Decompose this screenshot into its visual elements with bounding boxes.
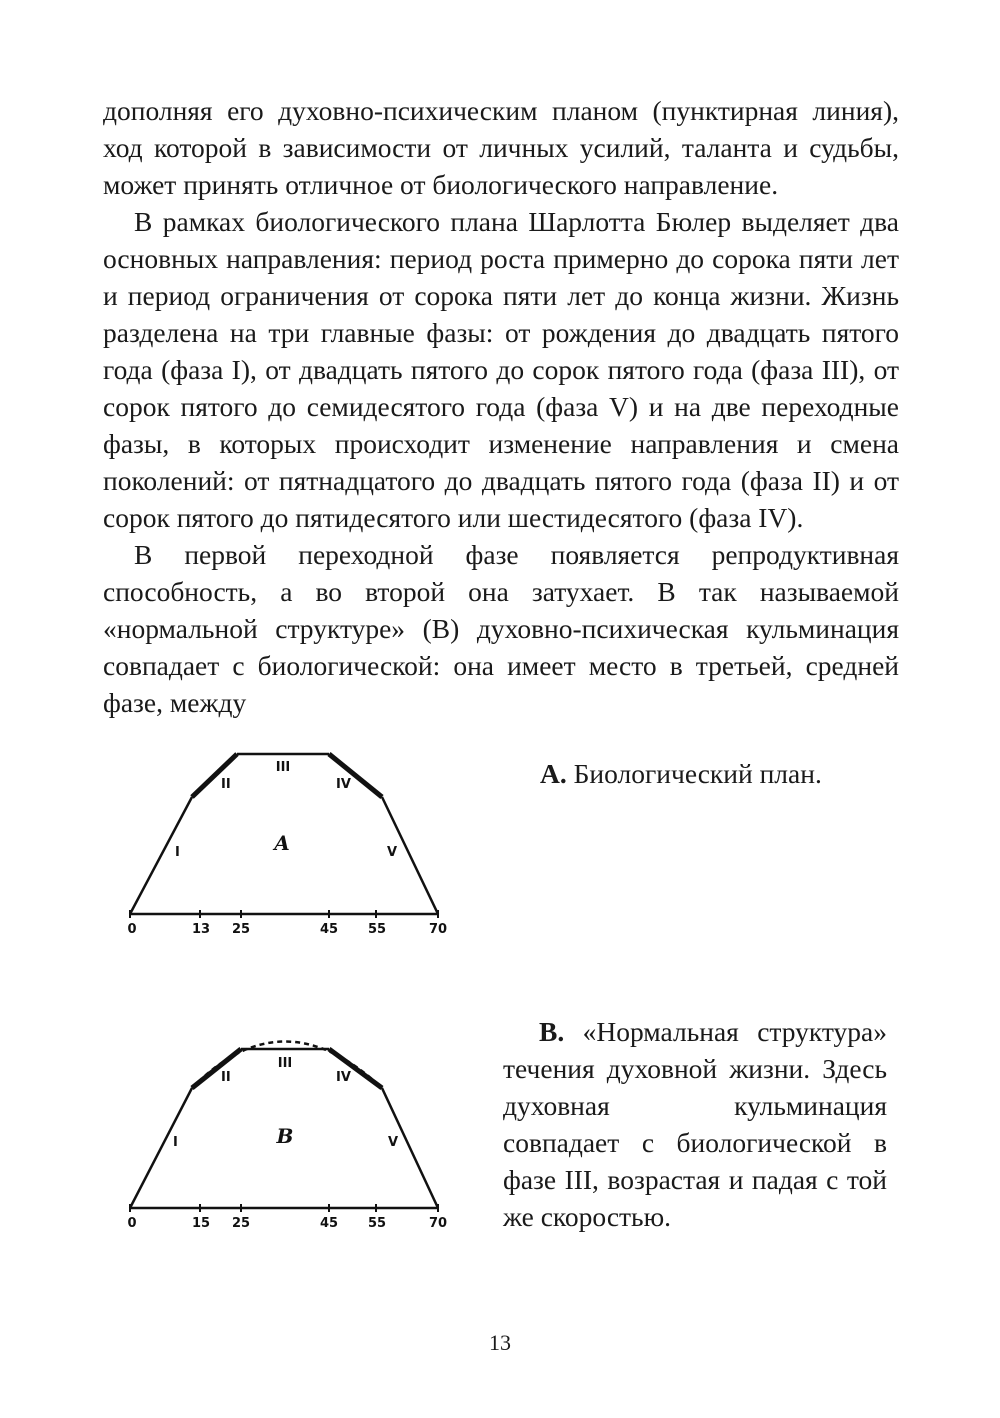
tick-label: 0: [127, 1216, 137, 1231]
phase-label-i: I: [173, 1135, 178, 1150]
tick-label: 13: [191, 922, 211, 937]
phase-i-line: [130, 797, 192, 914]
caption-b: [503, 1013, 887, 1235]
tick-label: 55: [367, 1216, 387, 1231]
caption-a: [540, 755, 900, 792]
figure-letter: A: [274, 831, 290, 855]
tick-label: 25: [231, 922, 251, 937]
paragraph-1: дополняя его духовно-психическим планом (пунктирная линия), ход которой в зависимости от личных усилий, таланта и судьбы, может принять отличное от биологического направление.: [103, 95, 899, 200]
caption-b-text: «Нормальная структура» течения духовной жизни. Здесь духовная кульминация совпадает с биологической в фазе III, возрастая и падая с той же скоростью.: [503, 1016, 887, 1232]
paragraph-2: В рамках биологического плана Шарлотта Бюлер выделяет два основных направления: период роста примерно до сорока пяти лет и период ограничения от сорока пяти лет до конца жизни. Жизнь разделена на три главные фазы: от рождения до двадцать пятого года (фаза I), от двадцать пятого до сорок пятого года (фаза III), от сорок пятого до семидесятого года (фаза V) и на две переходные фазы, в которых происходит изменение направления и смена поколений: от пятнадцатого до двадцать пятого года (фаза II) и от сорок пятого до пятидесятого или шестидесятого (фаза IV).: [103, 206, 899, 533]
tick-label: 15: [191, 1216, 211, 1231]
phase-label-v: V: [387, 845, 398, 860]
tick-label: 45: [319, 922, 339, 937]
figure-b-normal-structure: [115, 1005, 460, 1235]
phase-label-i: I: [175, 845, 180, 860]
body-text: [103, 92, 899, 721]
phase-label-iii: III: [277, 1056, 293, 1071]
tick-label: 45: [319, 1216, 339, 1231]
tick-label: 0: [127, 922, 137, 937]
phase-label-ii: II: [221, 777, 231, 792]
tick-label: 55: [367, 922, 387, 937]
figure-a-biological-plan: [115, 740, 460, 940]
phase-ii-line: [192, 1049, 241, 1088]
phase-label-v: V: [388, 1135, 399, 1150]
phase-i-line: [130, 1088, 192, 1208]
figure-letter: B: [276, 1124, 294, 1148]
phase-label-iii: III: [275, 760, 291, 775]
phase-label-iv: IV: [336, 1070, 351, 1085]
paragraph-3: В первой переходной фазе появляется репродуктивная способность, а во второй она затухает. В так называемой «нормальной структуре» (В) духовно-психическая кульминация совпадает с биологической: она имеет место в третьей, средней фазе, между: [103, 539, 899, 718]
tick-label: 70: [428, 1216, 448, 1231]
caption-a-text: Биологический план.: [573, 758, 822, 789]
phase-label-ii: II: [221, 1070, 231, 1085]
page-number: 13: [489, 1330, 511, 1355]
caption-b-label: В.: [539, 1016, 565, 1047]
caption-a-label: А.: [540, 758, 567, 789]
tick-label: 70: [428, 922, 448, 937]
phase-label-iv: IV: [336, 777, 351, 792]
tick-label: 25: [231, 1216, 251, 1231]
